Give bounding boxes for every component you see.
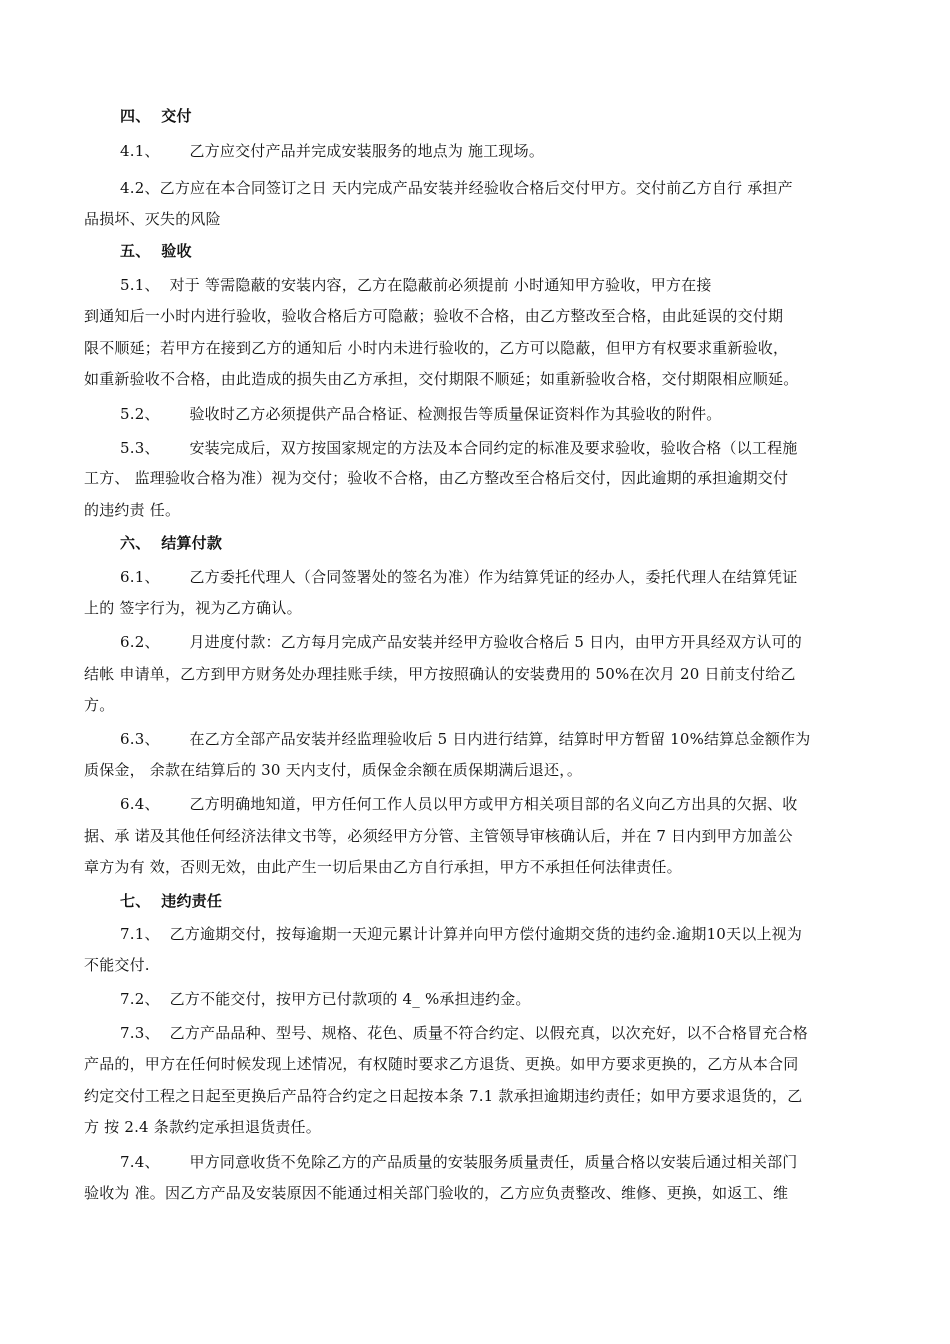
- clause-7-3-line-3: 约定交付工程之日起至更换后产品符合约定之日起按本条 7.1 款承担逾期违约责任；如甲方要求退货的，乙: [84, 1087, 803, 1105]
- clause-7-3-line-1: 7.3、 乙方产品品种、型号、规格、花色、质量不符合约定、以假充真，以次充好，以不合格冒充合格: [120, 1024, 808, 1042]
- clause-6-2-line-2: 结帐 申请单，乙方到甲方财务处办理挂账手续，甲方按照确认的安装费用的 50%在次月 20 日前支付给乙: [84, 665, 796, 683]
- clause-5-3-line-1: 5.3、 安装完成后，双方按国家规定的方法及本合同约定的标准及要求验收，验收合格（以工程施: [120, 439, 798, 457]
- clause-7-1-line-2: 不能交付.: [84, 956, 150, 974]
- clause-6-3-line-2: 质保金， 余款在结算后的 30 天内支付，质保金余额在质保期满后退还，。: [84, 761, 583, 779]
- clause-7-3-line-4: 方 按 2.4 条款约定承担退货责任。: [84, 1118, 321, 1136]
- clause-6-4-line-3: 章方为有 效，否则无效，由此产生一切后果由乙方自行承担，甲方不承担任何法律责任。: [84, 858, 682, 876]
- clause-7-1-line-1: 7.1、 乙方逾期交付，按每逾期一天迎元累计计算并向甲方偿付逾期交货的违约金.逾期10天以上视为: [120, 925, 803, 943]
- clause-6-4-line-1: 6.4、 乙方明确地知道，甲方任何工作人员以甲方或甲方相关项目部的名义向乙方出具的欠据、收: [120, 795, 798, 813]
- section-heading-settlement: 六、 结算付款: [120, 534, 223, 552]
- clause-4-1: 4.1、 乙方应交付产品并完成安装服务的地点为 施工现场。: [120, 142, 545, 160]
- clause-6-4-line-2: 据、承 诺及其他任何经济法律文书等，必须经甲方分管、主管领导审核确认后，并在 7 日内到甲方加盖公: [84, 827, 793, 845]
- clause-5-1-line-3: 限不顺延；若甲方在接到乙方的通知后 小时内未进行验收的，乙方可以隐蔽，但甲方有权要求重新验收，: [84, 339, 789, 357]
- clause-5-3-line-3: 的违约责 任。: [84, 501, 181, 519]
- clause-4-2-line-2: 品损坏、灭失的风险: [84, 210, 221, 228]
- clause-7-2: 7.2、 乙方不能交付，按甲方已付款项的 4_ %承担违约金。: [120, 990, 531, 1008]
- section-heading-acceptance: 五、 验收: [120, 242, 192, 260]
- clause-5-1-line-1: 5.1、 对于 等需隐蔽的安装内容，乙方在隐蔽前必须提前 小时通知甲方验收，甲方在接: [120, 276, 712, 294]
- clause-7-3-line-2: 产品的，甲方在任何时候发现上述情况，有权随时要求乙方退货、更换。如甲方要求更换的，乙方从本合同: [84, 1055, 799, 1073]
- section-heading-liability: 七、 违约责任: [120, 892, 223, 910]
- clause-6-1-line-1: 6.1、 乙方委托代理人（合同签署处的签名为准）作为结算凭证的经办人，委托代理人在结算凭证: [120, 568, 798, 586]
- clause-5-2: 5.2、 验收时乙方必须提供产品合格证、检测报告等质量保证资料作为其验收的附件。: [120, 405, 722, 423]
- clause-6-3-line-1: 6.3、 在乙方全部产品安装并经监理验收后 5 日内进行结算，结算时甲方暂留 10%结算总金额作为: [120, 730, 811, 748]
- clause-5-1-line-2: 到通知后一小时内进行验收，验收合格后方可隐蔽；验收不合格，由乙方整改至合格，由此延误的交付期: [84, 307, 784, 325]
- clause-6-2-line-3: 方。: [84, 696, 115, 714]
- clause-4-2-line-1: 4.2、乙方应在本合同签订之日 天内完成产品安装并经验收合格后交付甲方。交付前乙方自行 承担产: [120, 179, 793, 197]
- clause-7-4-line-2: 验收为 准。因乙方产品及安装原因不能通过相关部门验收的，乙方应负责整改、维修、更换，如返工、维: [84, 1184, 789, 1202]
- clause-5-3-line-2: 工方、 监理验收合格为准）视为交付；验收不合格，由乙方整改至合格后交付，因此逾期的承担逾期交付: [84, 469, 789, 487]
- section-heading-delivery: 四、 交付: [120, 107, 192, 125]
- clause-7-4-line-1: 7.4、 甲方同意收货不免除乙方的产品质量的安装服务质量责任，质量合格以安装后通过相关部门: [120, 1153, 798, 1171]
- clause-6-2-line-1: 6.2、 月进度付款：乙方每月完成产品安装并经甲方验收合格后 5 日内，由甲方开具经双方认可的: [120, 633, 802, 651]
- clause-5-1-line-4: 如重新验收不合格，由此造成的损失由乙方承担，交付期限不顺延；如重新验收合格，交付期限相应顺延。: [84, 370, 799, 388]
- clause-6-1-line-2: 上的 签字行为，视为乙方确认。: [84, 599, 302, 617]
